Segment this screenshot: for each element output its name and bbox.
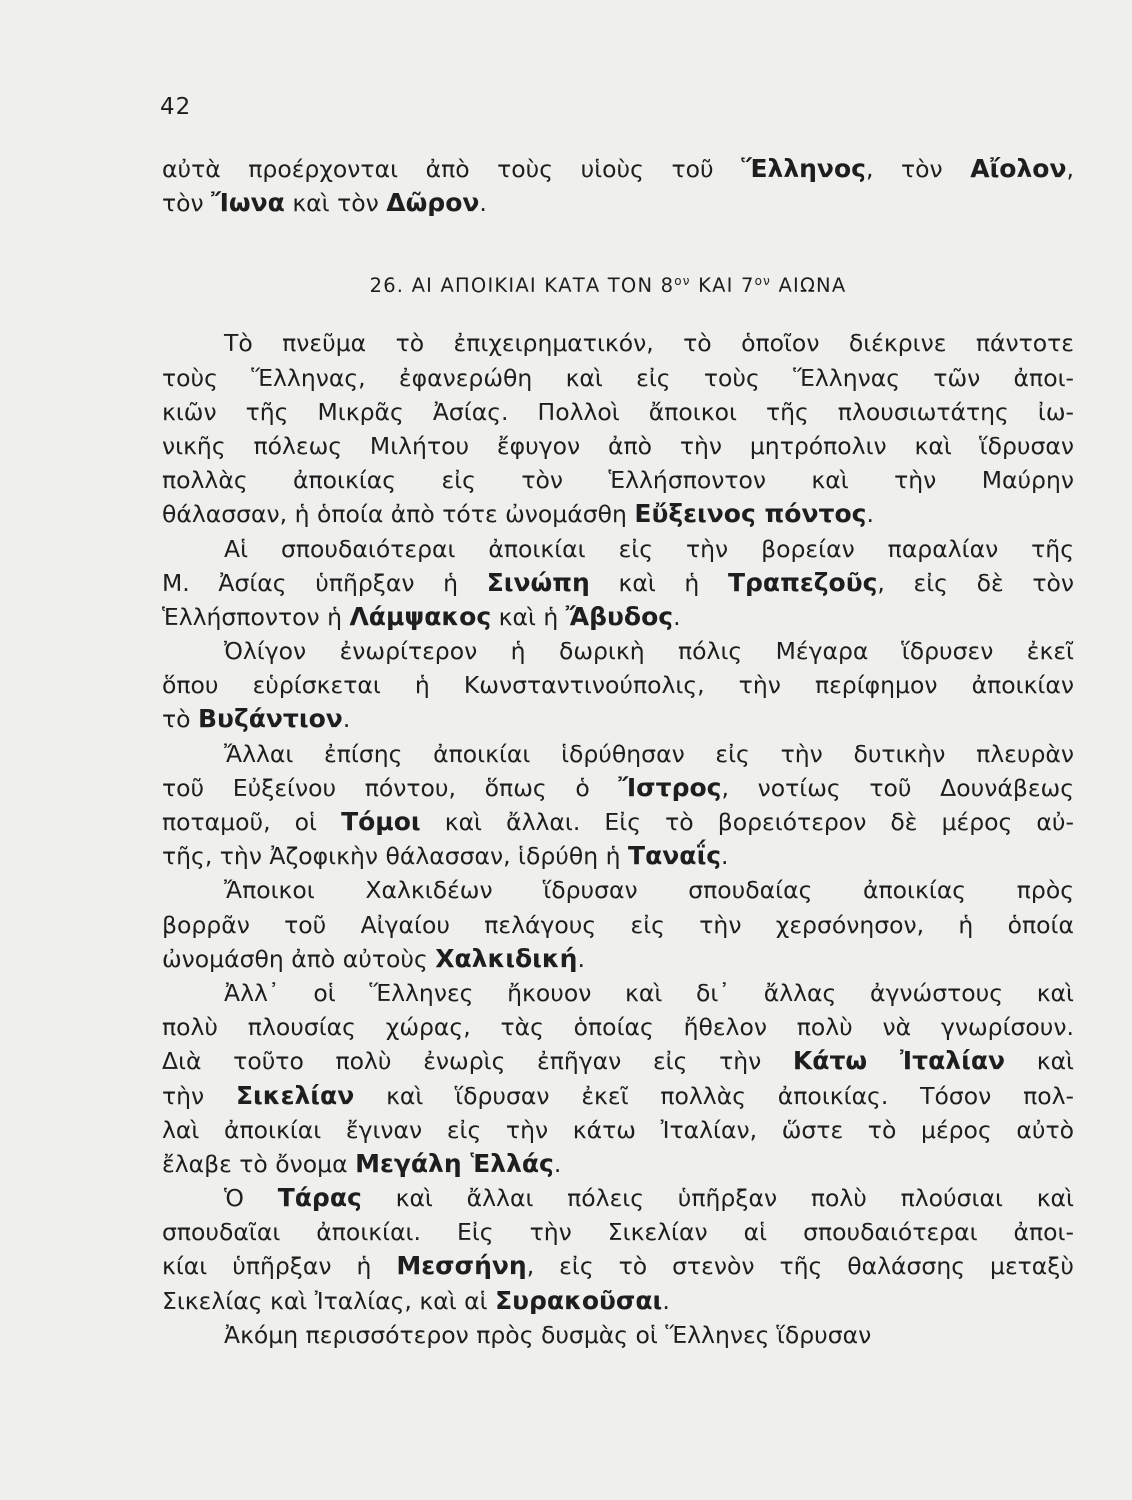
bold-place-name: Μεσσήνη: [396, 1251, 527, 1281]
text-line: [162, 566, 1074, 600]
bold-place-name: Ἴστρος: [618, 772, 722, 802]
page-number: 42: [160, 94, 192, 120]
text-segment: .: [479, 189, 487, 218]
paragraph: [162, 326, 1074, 531]
text-line: [162, 942, 1074, 976]
paragraph: [162, 976, 1074, 1181]
text-line: [162, 361, 1074, 395]
text-segment: σπουδαῖαι ἀποικίαι. Εἰς τὴν Σικελίαν αἱ σπουδαιότεραι ἀποι-: [162, 1218, 1074, 1247]
text-segment: Τὸ πνεῦμα τὸ ἐπιχειρηματικόν, τὸ ὁποῖον διέκρινε πάντοτε: [224, 329, 1074, 358]
text-line: [162, 1113, 1074, 1147]
text-segment: πολὺ πλουσίας χώρας, τὰς ὁποίας ἤθελον πολὺ νὰ γνωρίσουν.: [162, 1013, 1074, 1042]
text-line: [162, 1318, 1074, 1352]
text-line: [162, 429, 1074, 463]
text-body: [162, 152, 1074, 1352]
text-segment: Μ. Ἀσίας ὑπῆρξαν ἡ: [162, 568, 487, 597]
text-segment: ,: [1066, 155, 1074, 183]
bold-place-name: Ἄβυδος: [565, 601, 674, 631]
text-line: [162, 908, 1074, 942]
text-segment: ἔλαβε τὸ ὄνομα: [162, 1149, 356, 1178]
text-line: [162, 1249, 1074, 1283]
text-line: [162, 702, 1074, 736]
bold-place-name: Μεγάλη Ἑλλάς: [355, 1148, 554, 1178]
text-segment: .: [553, 1149, 562, 1178]
text-segment: καὶ ἡ: [589, 568, 728, 597]
paragraph: [162, 873, 1074, 976]
text-segment: καὶ τὸν: [284, 189, 387, 218]
text-line: [162, 186, 1074, 220]
bold-place-name: Δῶρον: [386, 188, 480, 218]
text-segment: λαὶ ἀποικίαι ἔγιναν εἰς τὴν κάτω Ἰταλίαν, ὥστε τὸ μέρος αὐτὸ: [162, 1115, 1074, 1144]
text-segment: , τὸν: [865, 155, 971, 183]
text-segment: Αἱ σπουδαιότεραι ἀποικίαι εἰς τὴν βορείαν παραλίαν τῆς: [224, 534, 1074, 563]
text-segment: Ἄλλαι ἐπίσης ἀποικίαι ἱδρύθησαν εἰς τὴν δυτικὴν πλευρὰν: [224, 739, 1074, 768]
bold-place-name: Σικελίαν: [235, 1080, 355, 1110]
section-heading: [162, 246, 1074, 316]
text-line: [162, 532, 1074, 566]
text-line: [162, 463, 1074, 497]
text-segment: τῆς, τὴν Ἀζοφικὴν θάλασσαν, ἱδρύθη ἡ: [162, 842, 629, 871]
text-line: [162, 1181, 1074, 1215]
text-line: [162, 326, 1074, 360]
bold-place-name: Αἴολον: [970, 154, 1067, 183]
text-segment: .: [673, 602, 681, 631]
text-line: [162, 805, 1074, 839]
section-body: [162, 326, 1074, 1352]
bold-place-name: Χαλκιδική: [435, 943, 578, 973]
text-segment: τὸν: [162, 189, 212, 218]
text-segment: κίαι ὑπῆρξαν ἡ: [162, 1252, 397, 1281]
bold-place-name: Ἕλληνος: [741, 154, 866, 183]
text-line: [162, 839, 1074, 873]
bold-place-name: Βυζάντιον: [198, 704, 343, 734]
text-segment: .: [577, 944, 585, 973]
intro-paragraph: [162, 152, 1074, 220]
text-line: [162, 600, 1074, 634]
text-line: [162, 976, 1074, 1010]
bold-place-name: Ταναΐς: [628, 841, 722, 871]
text-segment: καὶ ἵδρυσαν ἐκεῖ πολλὰς ἀποικίας. Τόσον πολ-: [354, 1081, 1074, 1110]
text-segment: Διὰ τοῦτο πολὺ ἐνωρὶς ἐπῆγαν εἰς τὴν: [162, 1047, 793, 1076]
text-segment: .: [342, 705, 351, 734]
text-segment: βορρᾶν τοῦ Αἰγαίου πελάγους εἰς τὴν χερσόνησον, ἡ ὁποία: [162, 910, 1074, 939]
text-line: [162, 1147, 1074, 1181]
text-segment: θάλασσαν, ἡ ὁποία ἀπὸ τότε ὠνομάσθη: [162, 500, 635, 529]
text-segment: Ἄποικοι Χαλκιδέων ἵδρυσαν σπουδαίας ἀποικίας πρὸς: [224, 876, 1074, 905]
text-segment: καὶ: [1005, 1047, 1075, 1076]
text-line: [162, 1044, 1074, 1078]
bold-place-name: Κάτω Ἰταλίαν: [792, 1046, 1006, 1076]
text-segment: ποταμοῦ, οἱ: [162, 808, 342, 836]
text-segment: Σικελίας καὶ Ἰταλίας, καὶ αἱ: [162, 1286, 496, 1315]
text-segment: καὶ ἄλλαι πόλεις ὑπῆρξαν πολὺ πλούσιαι καὶ: [361, 1184, 1074, 1213]
heading-text: 26. ΑΙ ΑΠΟΙΚΙΑΙ ΚΑΤΑ ΤΟΝ 8: [369, 274, 675, 298]
bold-place-name: Ἴωνα: [211, 188, 285, 218]
text-segment: τοῦ Εὐξείνου πόντου, ὅπως ὁ: [162, 773, 619, 802]
heading-text-end: ΑΙΩΝΑ: [771, 274, 847, 298]
text-segment: Ὁ: [224, 1184, 278, 1213]
text-segment: , εἰς τὸ στενὸν τῆς θαλάσσης μεταξὺ: [526, 1252, 1074, 1281]
text-segment: ὠνομάσθη ἀπὸ αὐτοὺς: [162, 944, 436, 973]
text-line: [162, 668, 1074, 702]
text-segment: τὸ: [162, 705, 198, 734]
text-line: [162, 152, 1074, 186]
bold-place-name: Εὔξεινος πόντος: [634, 499, 867, 529]
text-segment: καὶ ἡ: [491, 602, 566, 631]
paragraph: [162, 1318, 1074, 1352]
text-segment: ὅπου εὑρίσκεται ἡ Κωνσταντινούπολις, τὴν περίφημον ἀποικίαν: [162, 671, 1074, 700]
paragraph: [162, 634, 1074, 737]
bold-place-name: Λάμψακος: [349, 601, 492, 631]
paragraph: [162, 1181, 1074, 1318]
text-line: [162, 1215, 1074, 1249]
paragraph: [162, 737, 1074, 874]
text-line: [162, 497, 1074, 531]
text-segment: νικῆς πόλεως Μιλήτου ἔφυγον ἀπὸ τὴν μητρόπολιν καὶ ἵδρυσαν: [162, 431, 1074, 460]
text-line: [162, 395, 1074, 429]
text-segment: Ἑλλήσποντον ἡ: [162, 602, 350, 631]
text-segment: Ἀλλ᾽ οἱ Ἕλληνες ἤκουον καὶ δι᾽ ἄλλας ἀγνώστους καὶ: [224, 978, 1074, 1007]
text-segment: αὐτὰ προέρχονται ἀπὸ τοὺς υἱοὺς τοῦ: [162, 155, 742, 183]
paragraph: [162, 532, 1074, 635]
text-line: [162, 1010, 1074, 1044]
text-segment: τὴν: [162, 1081, 236, 1110]
heading-text-middle: ΚΑΙ 7: [690, 274, 755, 298]
text-line: [162, 634, 1074, 668]
text-line: [162, 1284, 1074, 1318]
text-line: [162, 873, 1074, 907]
text-line: [162, 737, 1074, 771]
text-segment: Ὀλίγον ἐνωρίτερον ἡ δωρικὴ πόλις Μέγαρα ἵδρυσεν ἐκεῖ: [224, 637, 1074, 666]
bold-place-name: Τάρας: [277, 1183, 362, 1213]
text-segment: τοὺς Ἕλληνας, ἐφανερώθη καὶ εἰς τοὺς Ἕλληνας τῶν ἀποι-: [162, 363, 1074, 392]
text-segment: .: [866, 500, 874, 529]
heading-ordinal-2: ον: [754, 274, 772, 289]
text-segment: καὶ ἄλλαι. Εἰς τὸ βορειότερον δὲ μέρος αὐ-: [420, 808, 1074, 836]
text-segment: κιῶν τῆς Μικρᾶς Ἀσίας. Πολλοὶ ἄποικοι τῆς πλουσιωτάτης ἰω-: [162, 397, 1074, 426]
bold-place-name: Συρακοῦσαι: [495, 1285, 663, 1315]
text-segment: .: [721, 842, 729, 871]
text-segment: Ἀκόμη περισσότερον πρὸς δυσμὰς οἱ Ἕλληνες ἵδρυσαν: [224, 1320, 872, 1349]
text-line: [162, 771, 1074, 805]
text-line: [162, 1079, 1074, 1113]
text-segment: , εἰς δὲ τὸν: [877, 568, 1074, 597]
heading-ordinal-1: ον: [674, 274, 691, 289]
text-segment: , νοτίως τοῦ Δουνάβεως: [721, 773, 1074, 802]
text-segment: πολλὰς ἀποικίας εἰς τὸν Ἑλλήσποντον καὶ τὴν Μαύρην: [162, 466, 1074, 495]
bold-place-name: Τόμοι: [341, 807, 421, 836]
text-segment: .: [662, 1286, 670, 1315]
bold-place-name: Τραπεζοῦς: [727, 567, 878, 597]
bold-place-name: Σινώπη: [486, 567, 590, 597]
